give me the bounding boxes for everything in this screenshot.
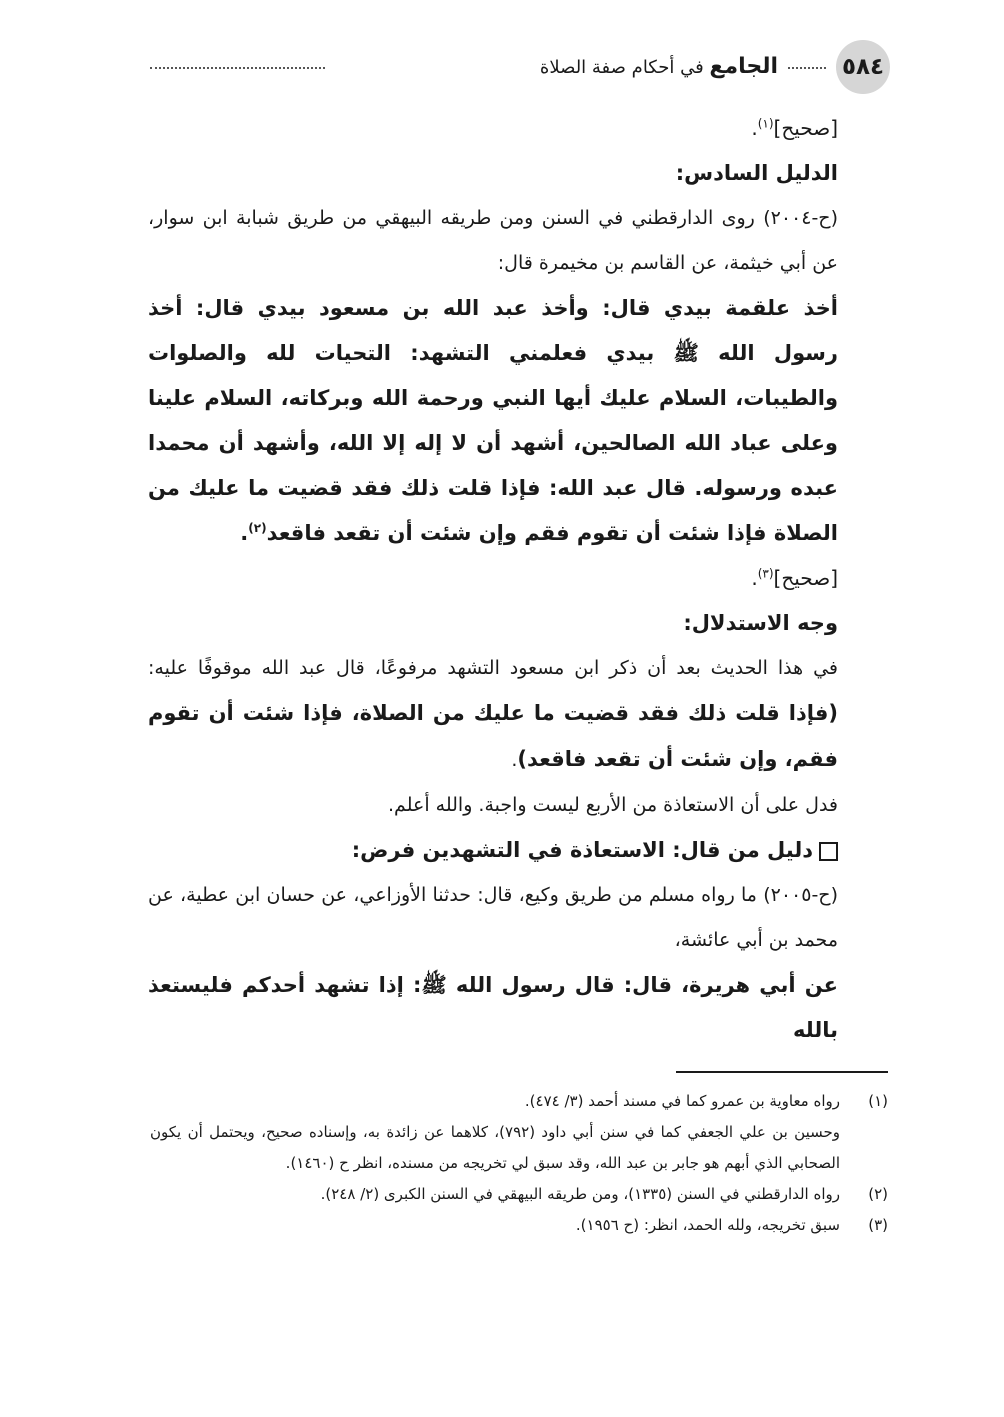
heading-sixth-evidence: الدليل السادس: [675,161,838,185]
footnote-ref-2: (٢) [248,521,267,535]
book-title-bold: الجامع [709,54,778,79]
page-number: ٥٨٤ [836,40,890,94]
grading-sahih-1: [صحيح]$^{(١)}$. [751,116,838,140]
footnote-number: (٣) [868,1216,888,1234]
isnad-2005: (ح-٢٠٠٥) ما رواه مسلم من طريق وكيع، قال: حدثنا الأوزاعي، عن حسان ابن عطية، عن محمد بن أبي عائشة، [148,884,838,951]
isnad-2004: (ح-٢٠٠٤) روى الدارقطني في السنن ومن طريقه البيهقي من طريق شبابة ابن سوار، عن أبي خيثمة، عن القاسم بن مخيمرة قال: [148,207,838,274]
footnote-separator [676,1071,888,1073]
running-header [150,40,890,98]
footnotes [150,1086,888,1241]
footnote-text: رواه معاوية بن عمرو كما في مسند أحمد (٣/ ٤٧٤). [524,1092,840,1110]
footnote-ref-1: (١) [757,116,774,131]
hadith-text-isti-adha: عن أبي هريرة، قال: قال رسول الله ﷺ: إذا تشهد أحدكم فليستعذ بالله [148,973,838,1042]
footnote-ref-3: (٣) [757,566,774,581]
header-dotted-leader-right [788,67,826,69]
footnote-number: (٢) [868,1185,888,1203]
footnote-text: رواه الدارقطني في السنن (١٣٣٥)، ومن طريقه البيهقي في السنن الكبرى (٢/ ٢٤٨). [320,1185,840,1203]
header-dotted-leader-left [150,67,325,69]
paragraph-conclusion: فدل على أن الاستعاذة من الأربع ليست واجبة. والله أعلم. [388,794,838,816]
paragraph-evidence-explanation: في هذا الحديث بعد أن ذكر ابن مسعود التشهد مرفوعًا، قال عبد الله موقوفًا عليه: (فإذا قلت ذلك فقد قضيت ما عليك من الصلاة، فإذا شئت أن تقوم فقم، وإن شئت أن تقعد فاقعد). [148,657,838,771]
square-bullet-icon [819,842,838,861]
heading-evidence-aspect: وجه الاستدلال: [683,611,838,635]
footnote-1-continuation: وحسين بن علي الجعفي كما في سنن أبي داود (٧٩٢)، كلاهما عن زائدة به، وإسناده صحيح، ويحتمل أن يكون الصحابي الذي أبهم هو جابر بن عبد الله، وقد سبق لي تخريجه من مسنده، انظر ح (١٤٦٠). [150,1123,840,1172]
book-title-rest: في أحكام صفة الصلاة [539,57,710,78]
heading-obligation-evidence: دليل من قال: الاستعاذة في التشهدين فرض: [148,828,838,873]
footnote-text: سبق تخريجه، ولله الحمد، انظر: (ح ١٩٥٦). [575,1216,840,1234]
main-text [148,106,838,1053]
footnote-1 [150,1086,888,1117]
hadith-text-tashahhud: أخذ علقمة بيدي قال: وأخذ عبد الله بن مسعود بيدي قال: أخذ رسول الله ﷺ بيدي فعلمني التشهد: التحيات لله والصلوات والطيبات، السلام عليك أيها النبي ورحمة الله وبركاته، السلام علينا وعلى عباد الله الصالحين، أشهد أن لا إله إلا الله، وأشهد أن محمدا عبده ورسوله. قال عبد الله: فإذا قلت ذلك فقد قضيت ما عليك من الصلاة فإذا شئت أن تقوم فقم وإن شئت أن تقعد فاقعد$^{(٢)}$. [148,296,838,545]
footnote-3 [150,1210,888,1241]
book-title [540,52,778,83]
footnote-number: (١) [868,1092,888,1110]
grading-sahih-2: [صحيح]$^{(٣)}$. [751,566,838,590]
footnote-2 [150,1179,888,1210]
